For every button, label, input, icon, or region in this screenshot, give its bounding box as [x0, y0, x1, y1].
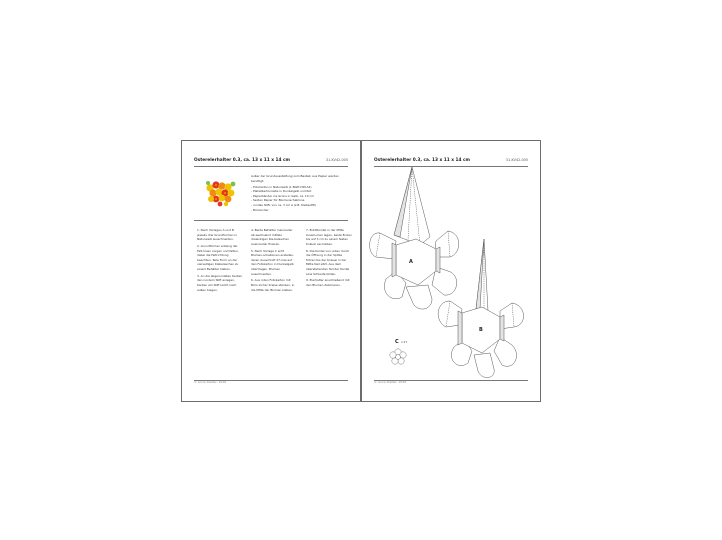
right-page	[361, 140, 541, 402]
materials-intro: Außer der Grundausstattung zum Basteln aus Papier werden benötigt:	[251, 174, 339, 183]
material-item: - Papierbänder ins Grüns in Gelb, ca. 10 cm	[251, 193, 314, 198]
template-c-flower	[390, 349, 406, 364]
template-b-label: B	[479, 327, 483, 333]
section-rule	[194, 220, 348, 221]
left-page	[181, 140, 361, 402]
materials-block	[251, 174, 351, 212]
product-photo	[202, 174, 242, 214]
steps-column-3	[306, 228, 352, 290]
material-item: - Plakatkartonreste in Dunkelgelb und Rot	[251, 189, 312, 194]
cutting-templates	[362, 141, 540, 401]
right-page-title: Osterelerhalter 0.3, ca. 13 x 11 x 14 cm	[374, 158, 471, 163]
material-item: - Fotokarton in Naturweiß (1 Blatt DIN A4)	[251, 184, 312, 189]
step-text: 3. An die abgerundeten Kanten den rundem Stift anlegen, Kanten am Stift leicht nach außen biegen.	[197, 273, 243, 292]
step-text: 5. Nach Vorlage C acht Blumen-schablonen erstellen, deren Ausschnitt 27-mal auf den Fotokarton in Dunkelgelb übertragen. Blumen ausschneiden.	[251, 248, 295, 276]
right-page-footer: © Anna Dietler, 2016	[374, 380, 407, 384]
left-page-title: Osterelerhalter 0.3, ca. 13 x 11 x 14 cm	[194, 158, 291, 163]
steps-column-1	[197, 228, 243, 294]
left-page-footer: © Anna Dietler, 2016	[194, 380, 227, 384]
template-c-label: C	[395, 339, 399, 345]
template-c-count: x 27	[401, 340, 408, 344]
steps-column-2	[251, 228, 297, 294]
header-rule	[194, 166, 348, 167]
right-page-code: 31-KV42-005	[505, 158, 528, 162]
template-b	[438, 239, 523, 378]
step-text: 2. Grundformen entlang der Falt-linien vorgen und falten, dabei die Faltrichtung beachten. Teile Form an der vierseitigen Klebelaschen zu einem Behälter kleben.	[197, 243, 239, 271]
step-text: 6. Aus roten Fotokarton mit Büro-locher Kreise stanzen, in die Mitte der Blumen kleben.	[251, 278, 295, 292]
step-text: 7. Eiddtbordel in der Mitte zusam-men legen, beide Enden bis auf 3 cm zu einem festen Knäuel ver-kleben.	[306, 228, 352, 246]
left-page-code: 31-KV42-005	[325, 158, 348, 162]
material-item: - rundes Stift, von ca. 3 cm ø (z.B. Klebestift)	[251, 203, 316, 208]
template-a-label: A	[409, 259, 413, 265]
material-item: - Bürolocher	[251, 207, 269, 212]
step-text: 1. Nach Vorlagen A und B jeweils drei Grundformen in Naturweiß ausschneiden.	[197, 228, 238, 242]
step-text: 4. Beide Behälter ineinander ab-wechselnd mittels dreieckigen Kle-belaschen aneinander fixieren.	[251, 228, 293, 246]
step-text: 9. Eierhalter anschließend mit den Blumen dekorieren.	[306, 278, 350, 287]
template-a	[370, 167, 459, 309]
material-item: - Seiden Papier für Blumenschablone	[251, 198, 305, 203]
step-text: 8. Die Kordel von unten durch die Öffnung in der Spitze führen bis der Knäuel in der Mitte fest sitzt. Aus dem überstehenden Teil der Kordel eine Schlaufe bilden.	[306, 248, 350, 276]
